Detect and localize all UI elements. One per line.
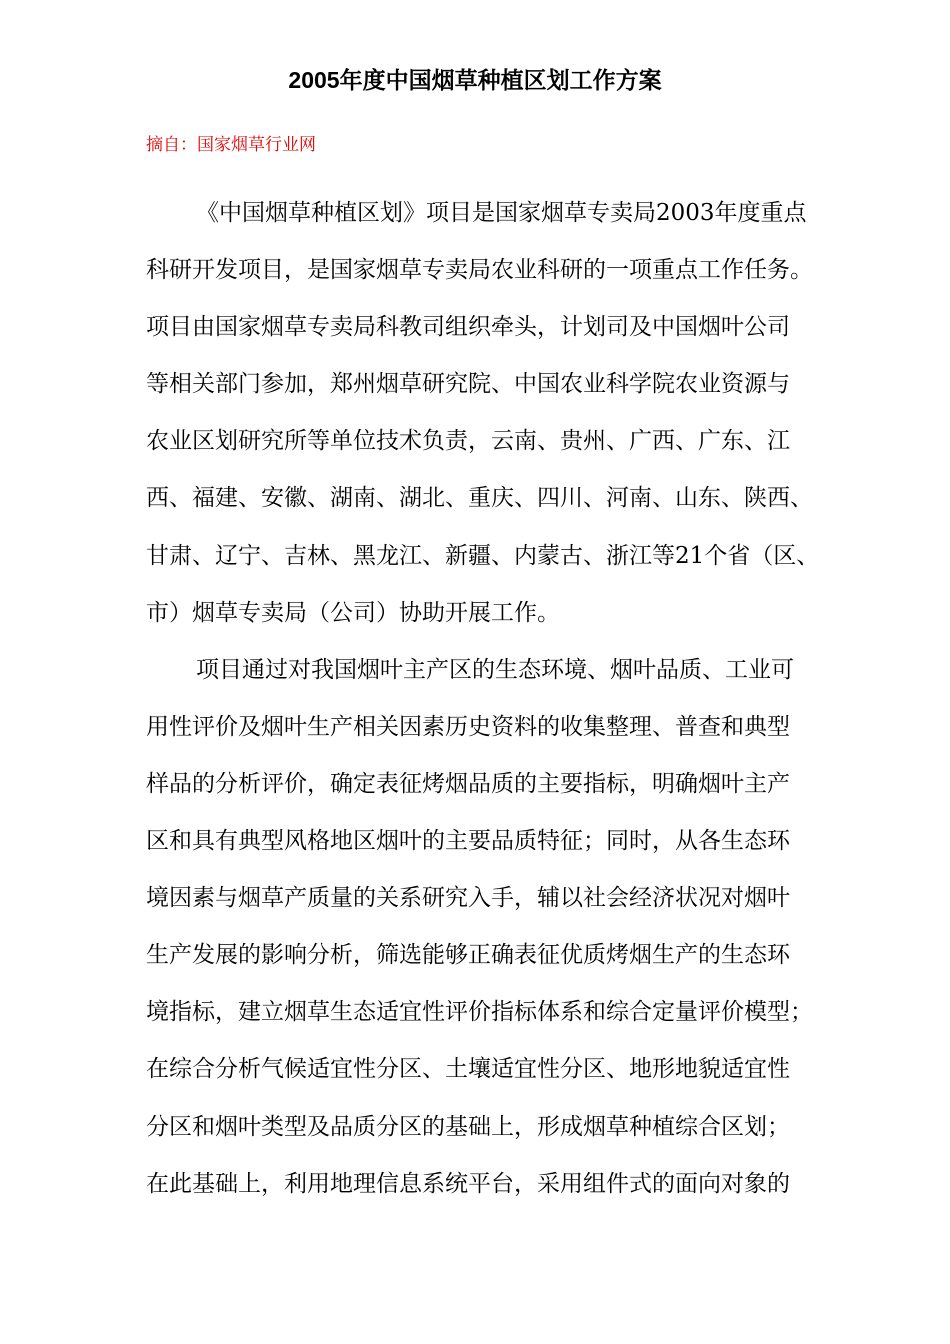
- paragraph-line: 农业区划研究所等单位技术负责，云南、贵州、广西、广东、江: [146, 428, 790, 455]
- document-title: 2005年度中国烟草种植区划工作方案: [288, 67, 662, 93]
- paragraph-line: 项目通过对我国烟叶主产区的生态环境、烟叶品质、工业可: [196, 656, 794, 683]
- paragraph-line: 区和具有典型风格地区烟叶的主要品质特征；同时，从各生态环: [146, 828, 790, 855]
- paragraph-line: 分区和烟叶类型及品质分区的基础上，形成烟草种植综合区划；: [146, 1113, 790, 1140]
- paragraph-line: 境因素与烟草产质量的关系研究入手，辅以社会经济状况对烟叶: [146, 885, 790, 912]
- source-line: 摘自：国家烟草行业网: [146, 135, 316, 154]
- paragraph-line: 等相关部门参加，郑州烟草研究院、中国农业科学院农业资源与: [146, 371, 790, 398]
- paragraph-line: 境指标，建立烟草生态适宜性评价指标体系和综合定量评价模型；: [146, 999, 813, 1026]
- paragraph-line: 生产发展的影响分析，筛选能够正确表征优质烤烟生产的生态环: [146, 942, 790, 969]
- paragraph-line: 样品的分析评价，确定表征烤烟品质的主要指标，明确烟叶主产: [146, 770, 790, 797]
- paragraph-line: 《中国烟草种植区划》项目是国家烟草专卖局2003年度重点: [196, 200, 807, 226]
- paragraph-line: 甘肃、辽宁、吉林、黑龙江、新疆、内蒙古、浙江等21个省（区、: [146, 542, 820, 569]
- document-body: [146, 188, 886, 1216]
- paragraph-line: 科研开发项目，是国家烟草专卖局农业科研的一项重点工作任务。: [146, 257, 813, 284]
- paragraph-line: 项目由国家烟草专卖局科教司组织牵头，计划司及中国烟叶公司: [146, 314, 790, 341]
- paragraph-line: 用性评价及烟叶生产相关因素历史资料的收集整理、普查和典型: [146, 713, 790, 740]
- paragraph-line: 市）烟草专卖局（公司）协助开展工作。: [146, 599, 560, 626]
- paragraph-line: 在此基础上，利用地理信息系统平台，采用组件式的面向对象的: [146, 1170, 790, 1197]
- paragraph-line: 在综合分析气候适宜性分区、土壤适宜性分区、地形地貌适宜性: [146, 1056, 790, 1083]
- paragraph-line: 西、福建、安徽、湖南、湖北、重庆、四川、河南、山东、陕西、: [146, 485, 813, 512]
